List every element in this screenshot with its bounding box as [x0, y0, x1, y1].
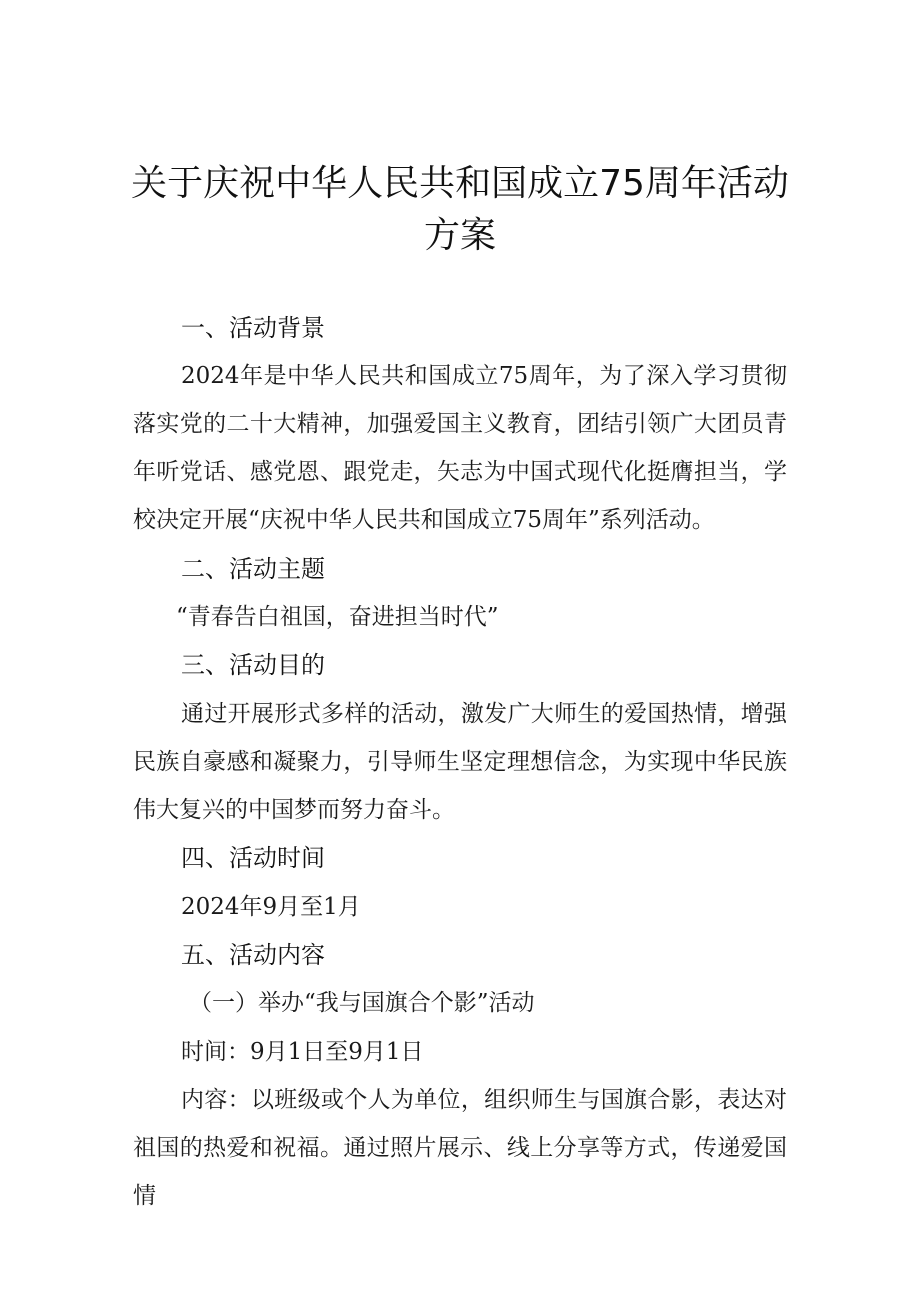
content-item-1-title: （一）举办“我与国旗合个影”活动: [189, 990, 535, 1016]
section-heading-time: 四、活动时间: [181, 844, 325, 872]
section-body-time: 2024年9月至1月: [181, 894, 361, 920]
document-title-line-1: 关于庆祝中华人民共和国成立75周年活动: [131, 163, 789, 204]
section-heading-theme: 二、活动主题: [181, 555, 325, 583]
section-heading-background: 一、活动背景: [181, 314, 325, 342]
section-body-theme: “青春告白祖国，奋进担当时代”: [176, 604, 499, 630]
document-title-line-2: 方案: [423, 215, 496, 256]
section-heading-purpose: 三、活动目的: [181, 651, 325, 679]
content-item-1-content: 内容：以班级或个人为单位，组织师生与国旗合影，表达对祖国的热爱和祝福。通过照片展示、线上分享等方式，传递爱国情: [133, 1087, 787, 1209]
section-body-background: 2024年是中华人民共和国成立75周年，为了深入学习贯彻落实党的二十大精神，加强爱国主义教育，团结引领广大团员青年听党话、感党恩、跟党走，矢志为中国式现代化挺膺担当，学校决定开展“庆祝中华人民共和国成立75周年”系列活动。: [133, 363, 787, 533]
section-heading-content: 五、活动内容: [181, 941, 325, 969]
content-item-1-time: 时间：9月1日至9月1日: [181, 1039, 424, 1065]
section-body-purpose: 通过开展形式多样的活动，激发广大师生的爱国热情，增强民族自豪感和凝聚力，引导师生坚定理想信念，为实现中华民族伟大复兴的中国梦而努力奋斗。: [133, 701, 787, 823]
